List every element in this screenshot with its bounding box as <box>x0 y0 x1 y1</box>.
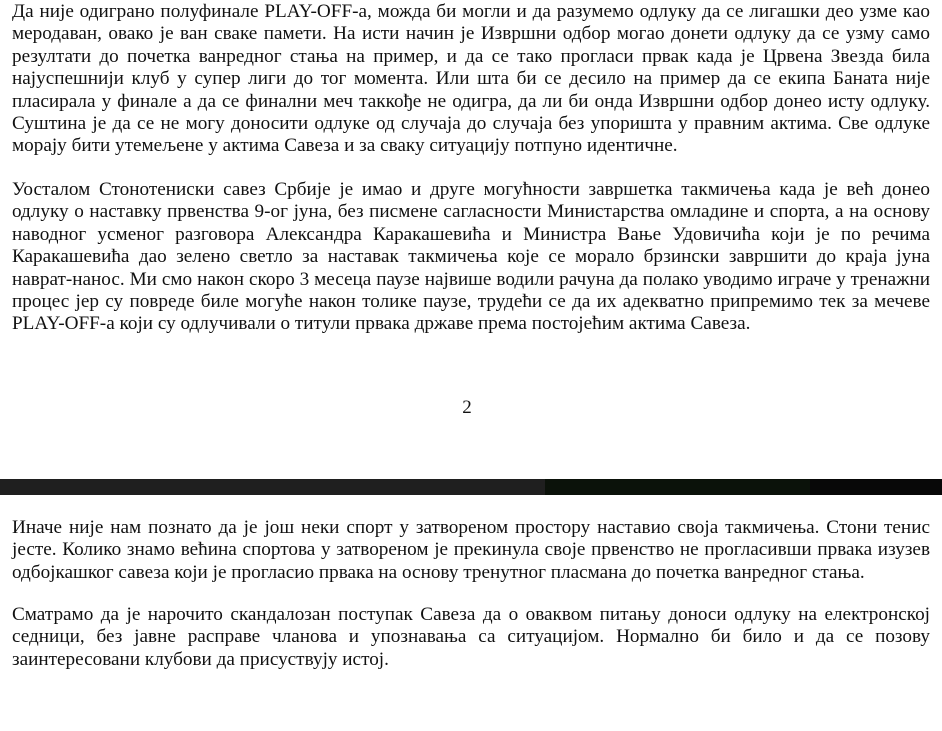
page-number: 2 <box>462 397 472 418</box>
document-page-bottom <box>0 495 942 731</box>
separator-segment-right <box>810 479 942 495</box>
separator-segment-middle <box>545 479 810 495</box>
separator-segment-left <box>0 479 545 495</box>
page-separator-bar <box>0 479 942 495</box>
paragraph-electronic-session: Сматрамо да је нарочито скандалозан поступак Савеза да о оваквом питању доноси одлуку на електронској седници, без јавне расправе чланова и упознавања са ситуацијом. Нормално би било и да се позову заинтересовани клубови да присуствују истој. <box>12 604 930 670</box>
paragraph-indoor-sports: Иначе није нам познато да је још неки спорт у затвореном простору наставио своја такмичења. Стони тенис јесте. Колико знамо већина спортова у затвореном је прекинула своје првенство не прогласивши првака изузев одбојкашког савеза који је прогласио првака на основу тренутног пласмана до почетка ванредног стања. <box>12 517 930 583</box>
paragraph-playoff-semifinal: Да није одиграно полуфинале PLAY-OFF-а, можда би могли и да разумемо одлуку да се лигашки део узме као меродаван, овако је ван сваке памети. На исти начин је Извршни одбор могао донети одлуку да се узму само резултати до почетка ванредног стања на пример, и да се тако прогласи првак када је Црвена Звезда била најуспешнији клуб у супер лиги до тог момента. Или шта би се десило на пример да се екипа Баната није пласирала у финале а да се финални меч таккође не одигра, да ли би онда Извршни одбор донео исту одлуку. Суштина је да се не могу доносити одлуке од случаја до случаја без упоришта у правним актима. Све одлуке морају бити утемељене у актима Савеза и за сваку ситуацију потпуно идентичне. <box>12 1 930 157</box>
paragraph-other-options: Уосталом Стонотениски савез Србије је имао и друге могућности завршетка такмичења када је већ донео одлуку о наставку првенства 9-ог јуна, без писмене сагласности Министарства омладине и спорта, а на основу наводног усменог разговора Александра Каракашевића и Министра Вање Удовичића који је по речима Каракашевића дао зелено светло за наставак такмичења које се морало брзински завршити до краја јуна наврат-нанос. Ми смо након скоро 3 месеца паузе највише водили рачуна да полако уводимо играче у тренажни процес јер су повреде биле могуће након толике паузе, трудећи се да их адекватно припремимо тек за мечеве PLAY-OFF-а који су одлучивали о титули првака државе према постојећим актима Савеза. <box>12 179 930 335</box>
